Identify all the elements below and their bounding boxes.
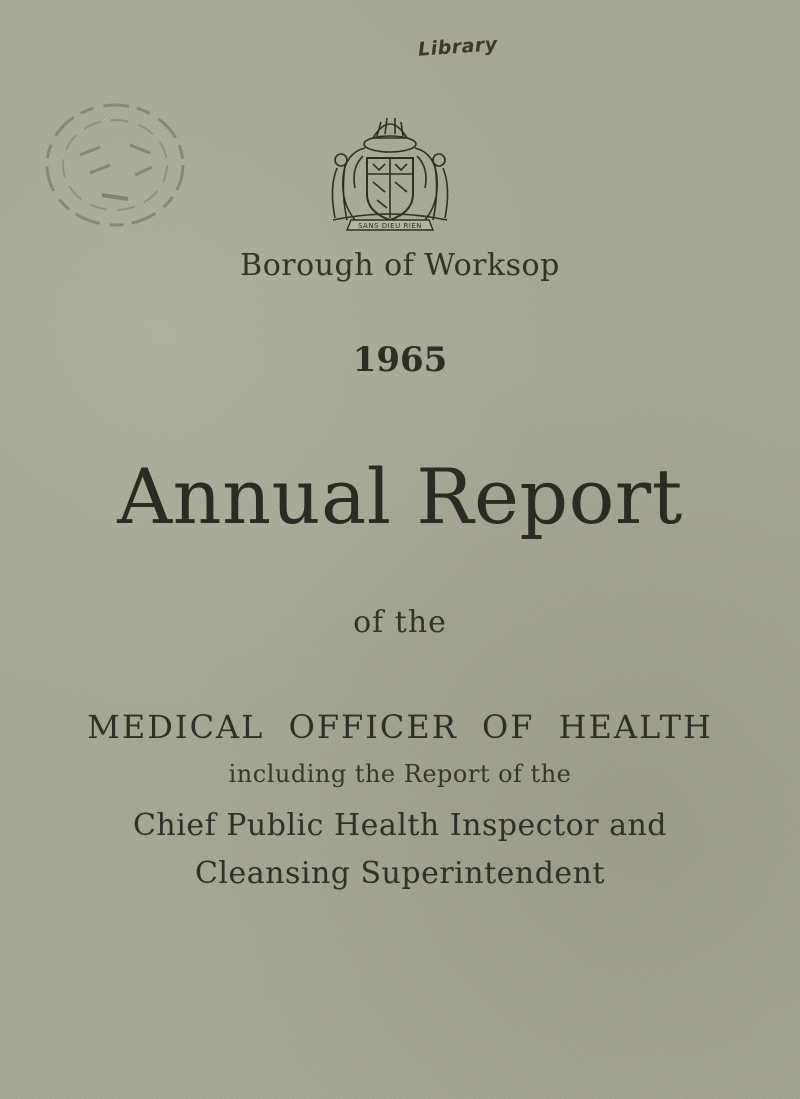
borough-name: Borough of Worksop bbox=[240, 248, 560, 283]
report-title: Annual Report bbox=[117, 452, 683, 541]
handwritten-library-label: Library bbox=[417, 33, 499, 61]
borough-crest-icon bbox=[315, 108, 465, 243]
chief-inspector-line: Chief Public Health Inspector and bbox=[132, 808, 668, 843]
including-line: including the Report of the bbox=[228, 760, 572, 788]
officer-title: MEDICAL OFFICER OF HEALTH bbox=[87, 708, 713, 746]
library-stamp-icon bbox=[40, 95, 190, 235]
cleansing-superintendent-line: Cleansing Superintendent bbox=[194, 856, 606, 891]
of-the-line: of the bbox=[353, 605, 447, 640]
crest-motto: SANS DIEU RIEN bbox=[357, 222, 423, 230]
report-year: 1965 bbox=[352, 340, 448, 380]
